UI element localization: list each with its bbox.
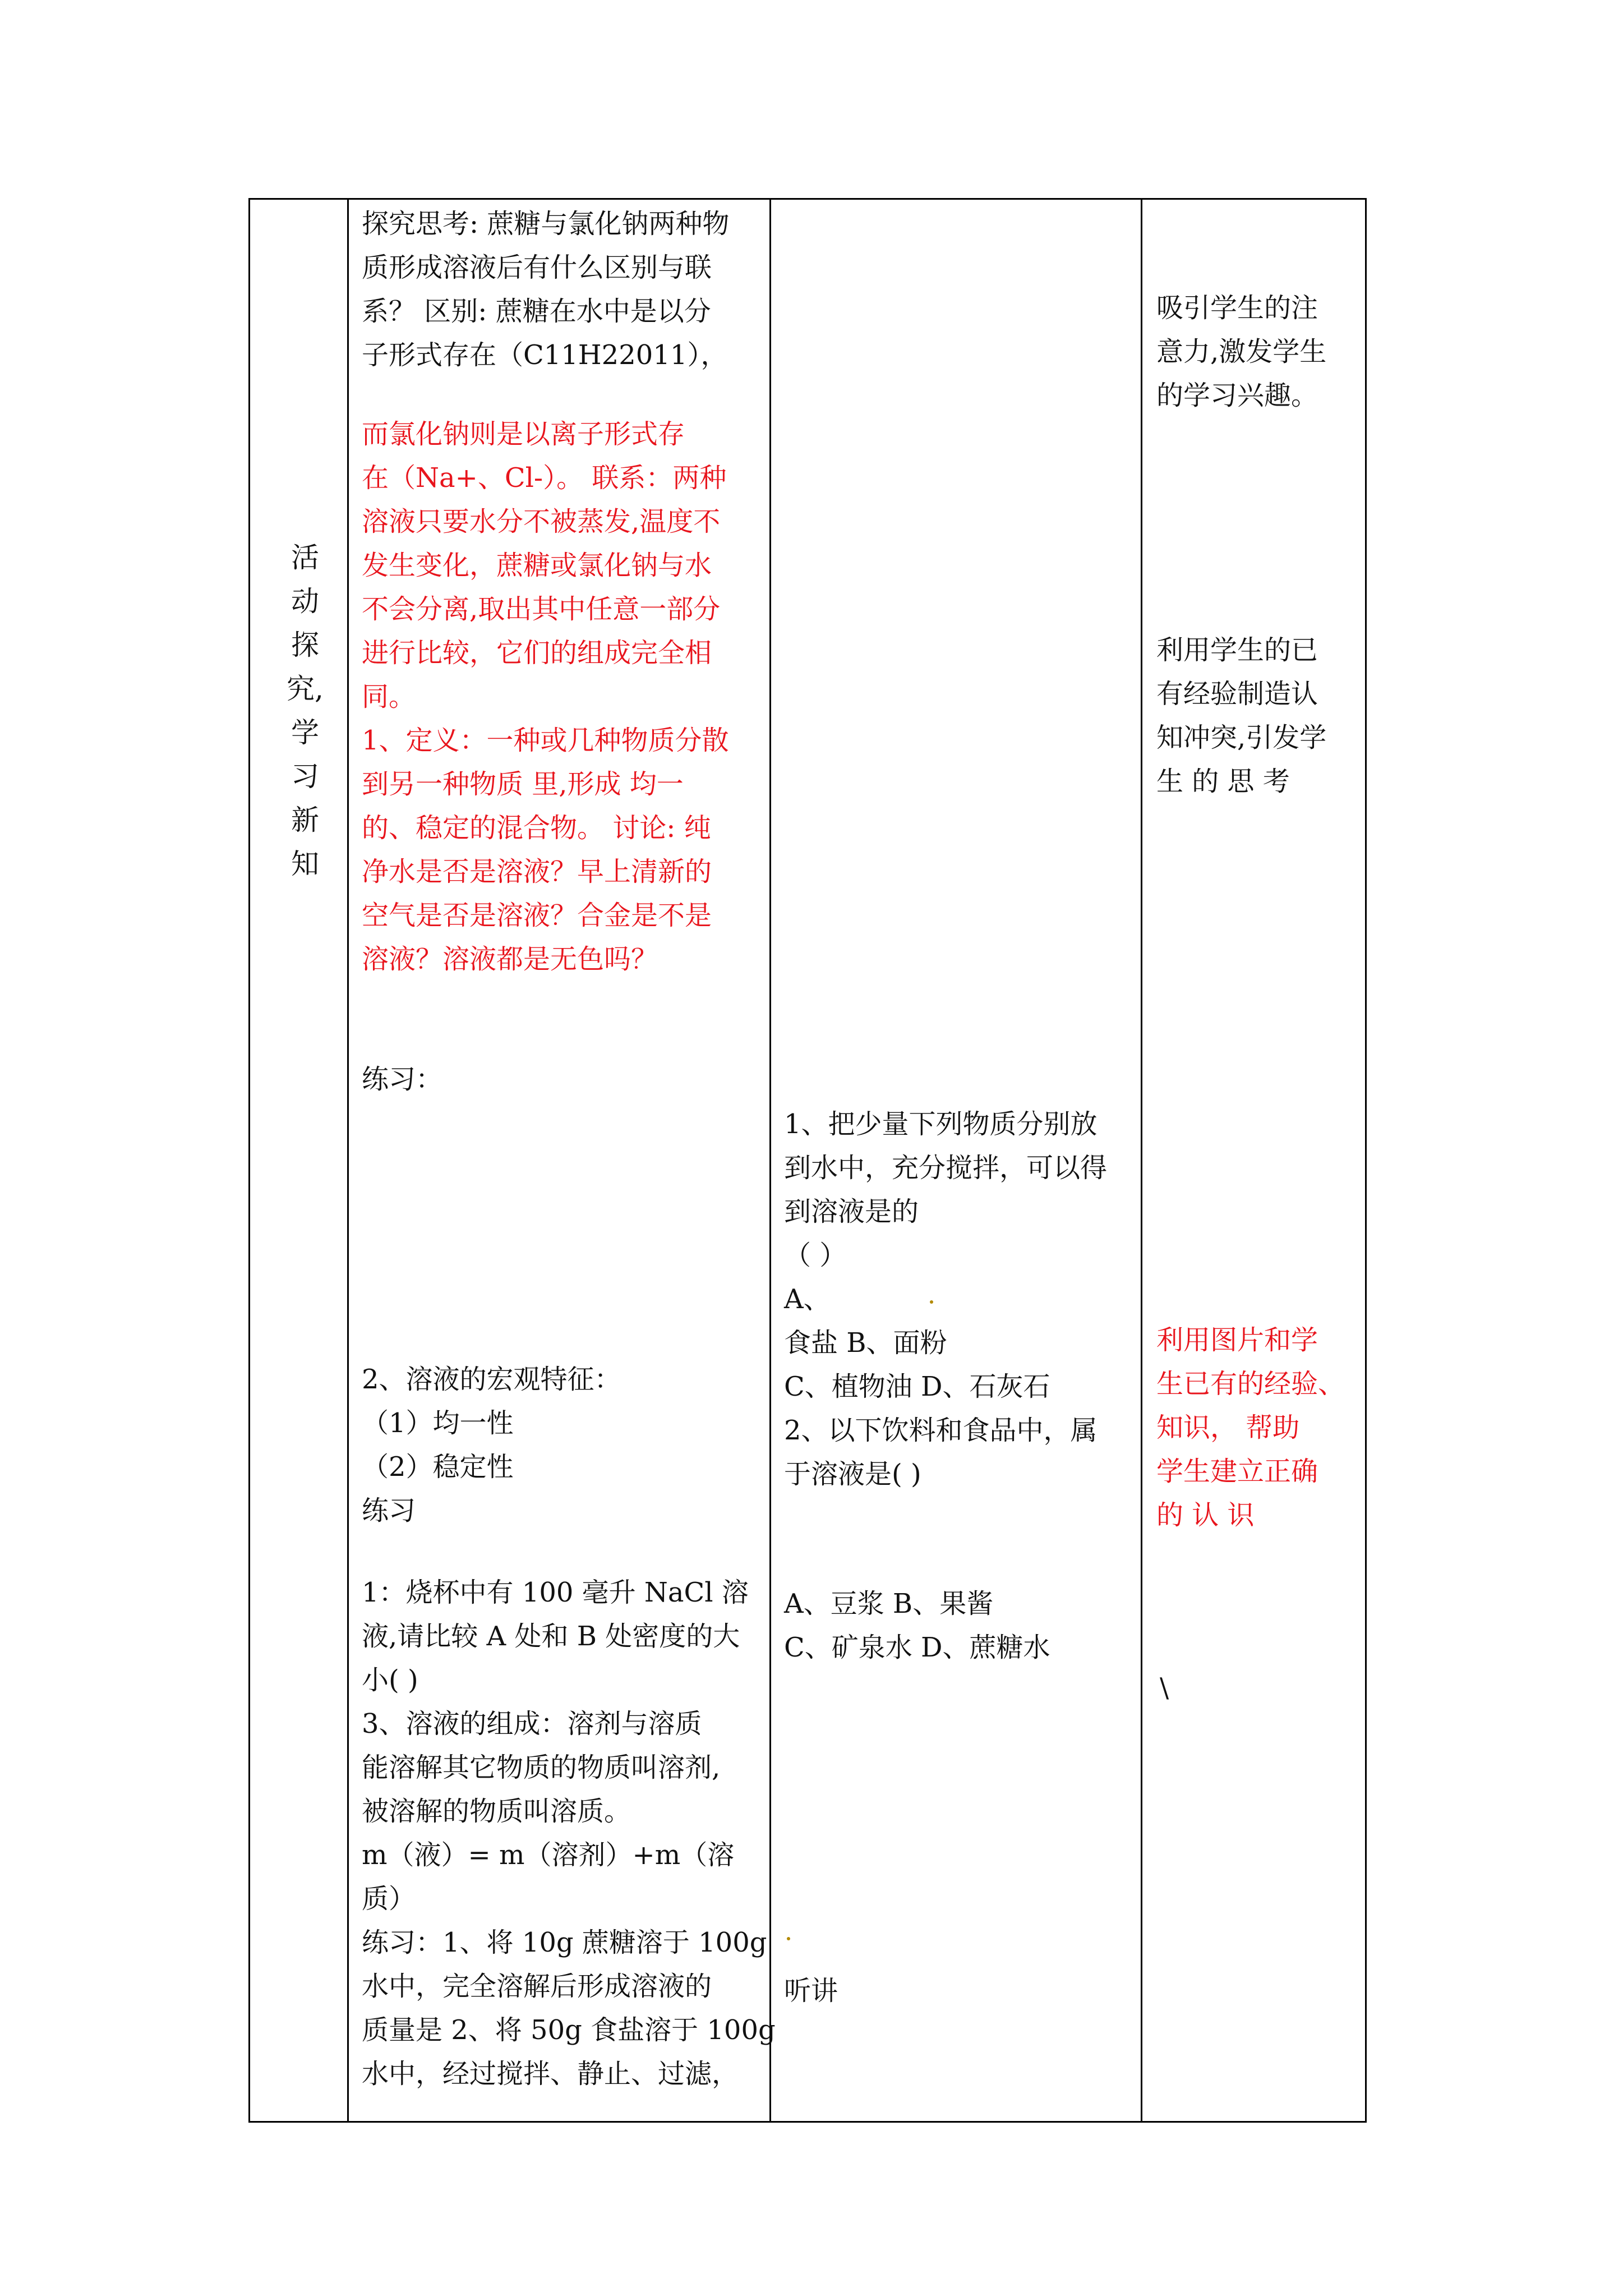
table-top-border bbox=[248, 198, 1367, 200]
text-line: 质形成溶液后有什么区别与联 bbox=[362, 252, 712, 283]
text-line: 而氯化钠则是以离子形式存 bbox=[362, 418, 685, 450]
text-line: 练习： bbox=[362, 1064, 443, 1095]
text-line: 空气是否是溶液？合金是不是 bbox=[362, 900, 712, 931]
text-line: 到水中，充分搅拌，可以得 bbox=[784, 1152, 1108, 1184]
column-divider-3 bbox=[1141, 198, 1142, 2122]
intent-images bbox=[1156, 1318, 1345, 1537]
text-line: \ bbox=[1160, 1672, 1169, 1704]
text-line: （ ） bbox=[784, 1240, 847, 1271]
intent-attract bbox=[1156, 286, 1326, 417]
text-line: 系？ 区别: 蔗糖在水中是以分 bbox=[362, 296, 711, 327]
table-right-border bbox=[1365, 198, 1367, 2122]
text-line: 2、溶液的宏观特征： bbox=[362, 1364, 621, 1395]
text-line: 探究思考: 蔗糖与氯化钠两种物 bbox=[362, 208, 730, 240]
text-line: 2、以下饮料和食品中，属 bbox=[784, 1415, 1098, 1446]
red-explanation-text bbox=[362, 412, 729, 981]
stage-char: 究, bbox=[287, 673, 324, 705]
text-line: 子形式存在（C11H22011）， bbox=[362, 339, 728, 371]
stage-char: 动 bbox=[291, 585, 319, 618]
text-line: 进行比较，它们的组成完全相 bbox=[362, 637, 712, 669]
text-line: 生已有的经验、 bbox=[1156, 1368, 1345, 1400]
text-line: 溶液？溶液都是无色吗？ bbox=[362, 944, 658, 975]
listen-text bbox=[784, 1969, 838, 2013]
text-line: 利用学生的已 bbox=[1156, 634, 1318, 666]
text-line: 质） bbox=[362, 1883, 416, 1915]
table-bottom-border bbox=[248, 2121, 1367, 2123]
text-line: 生 的 思 考 bbox=[1156, 766, 1290, 797]
stage-char: 新 bbox=[291, 804, 319, 836]
text-line: C、矿泉水 D、蔗糖水 bbox=[784, 1632, 1050, 1663]
text-line: C、植物油 D、石灰石 bbox=[784, 1371, 1050, 1402]
text-line: 练习：1、将 10g 蔗糖溶于 100g bbox=[362, 1927, 767, 1958]
student-question-1 bbox=[784, 1102, 1107, 1496]
text-line: 学生建立正确 bbox=[1156, 1456, 1318, 1487]
text-line: （1）均一性 bbox=[362, 1407, 514, 1439]
text-line: 液,请比较 A 处和 B 处密度的大 bbox=[362, 1621, 740, 1652]
student-question-2-options bbox=[784, 1582, 1050, 1669]
stray-dot bbox=[787, 1937, 790, 1940]
text-line: 同。 bbox=[362, 681, 416, 712]
text-line: 在（Na+、Cl-）。 联系：两种 bbox=[362, 462, 727, 494]
text-line: 质量是 2、将 50g 食盐溶于 100g bbox=[362, 2014, 776, 2046]
text-line: 不会分离,取出其中任意一部分 bbox=[362, 593, 721, 625]
text-line: 食盐 B、面粉 bbox=[784, 1327, 947, 1359]
text-line: 于溶液是( ) bbox=[784, 1458, 921, 1490]
text-line: 被溶解的物质叫溶质。 bbox=[362, 1796, 631, 1827]
macro-features-text bbox=[362, 1358, 621, 1533]
intro-text bbox=[362, 202, 729, 377]
stage-title bbox=[282, 536, 328, 886]
text-line: A、豆浆 B、果酱 bbox=[784, 1588, 994, 1619]
text-line: 的学习兴趣。 bbox=[1156, 380, 1318, 411]
intent-backslash bbox=[1160, 1666, 1169, 1710]
text-line: 发生变化，蔗糖或氯化钠与水 bbox=[362, 550, 712, 581]
stray-dot bbox=[930, 1300, 933, 1304]
text-line: 净水是否是溶液？早上清新的 bbox=[362, 856, 712, 887]
text-line: 的、稳定的混合物。 讨论: 纯 bbox=[362, 812, 711, 844]
text-line: 听讲 bbox=[784, 1975, 838, 2007]
text-line: 1、定义：一种或几种物质分散 bbox=[362, 725, 729, 756]
text-line: 的 认 识 bbox=[1156, 1499, 1255, 1531]
text-line: 1：烧杯中有 100 毫升 NaCl 溶 bbox=[362, 1577, 749, 1608]
text-line: 能溶解其它物质的物质叫溶剂, bbox=[362, 1752, 721, 1783]
text-line: 利用图片和学 bbox=[1156, 1324, 1318, 1356]
stage-char: 习 bbox=[291, 760, 319, 793]
stage-char: 知 bbox=[291, 848, 319, 880]
column-divider-1 bbox=[347, 198, 349, 2122]
text-line: 水中，完全溶解后形成溶液的 bbox=[362, 1971, 712, 2002]
text-line: 1、把少量下列物质分别放 bbox=[784, 1108, 1098, 1140]
text-line: 到另一种物质 里,形成 均一 bbox=[362, 769, 684, 800]
text-line: A、 bbox=[784, 1283, 831, 1315]
text-line: 知识， 帮助 bbox=[1156, 1412, 1300, 1443]
composition-text bbox=[362, 1571, 776, 2096]
text-line: m（液）= m（溶剂）+m（溶 bbox=[362, 1839, 735, 1871]
table-left-border bbox=[248, 198, 250, 2122]
text-line: （2）稳定性 bbox=[362, 1451, 514, 1483]
text-line: 小( ) bbox=[362, 1664, 418, 1696]
text-line: 意力,激发学生 bbox=[1156, 336, 1327, 367]
stage-char: 学 bbox=[291, 716, 319, 749]
stage-char: 探 bbox=[291, 629, 319, 661]
text-line: 到溶液是的 bbox=[784, 1196, 919, 1227]
text-line: 3、溶液的组成：溶剂与溶质 bbox=[362, 1708, 702, 1740]
text-line: 知冲突,引发学 bbox=[1156, 722, 1327, 753]
text-line: 吸引学生的注 bbox=[1156, 292, 1318, 324]
text-line: 水中，经过搅拌、静止、过滤， bbox=[362, 2058, 739, 2090]
practice-label bbox=[362, 1057, 442, 1101]
text-line: 练习 bbox=[362, 1495, 416, 1526]
intent-conflict bbox=[1156, 628, 1326, 803]
text-line: 有经验制造认 bbox=[1156, 678, 1318, 710]
text-line: 溶液只要水分不被蒸发,温度不 bbox=[362, 506, 721, 537]
stage-char: 活 bbox=[291, 541, 319, 574]
